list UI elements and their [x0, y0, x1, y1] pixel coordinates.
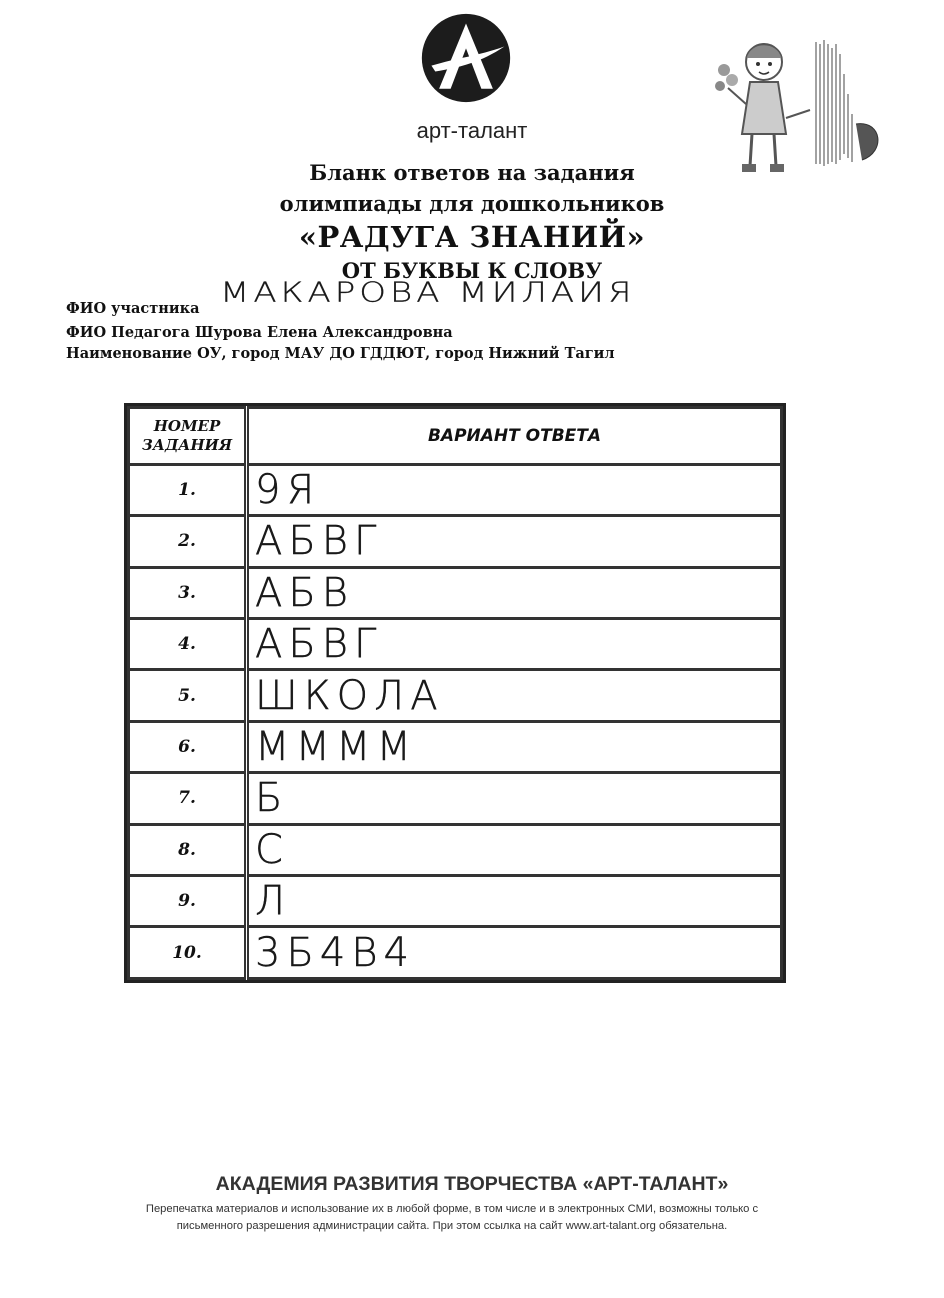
form-title-line2: олимпиады для дошкольников	[279, 191, 665, 216]
table-row	[129, 876, 782, 927]
task-number: 7.	[129, 773, 247, 824]
table-row	[129, 824, 782, 875]
answer-cell: АБВ	[247, 567, 782, 618]
column-header-number	[129, 408, 247, 465]
participant-name-handwritten: МАКАРОВА МИЛАИЯ	[220, 276, 636, 309]
copyright-notice	[0, 1201, 904, 1235]
task-number: 1.	[129, 464, 247, 515]
table-row	[129, 721, 782, 772]
column-header-number-line2: ЗАДАНИЯ	[141, 435, 233, 454]
olympiad-name: «РАДУГА ЗНАНИЙ»	[298, 220, 646, 254]
table-row	[129, 927, 782, 979]
answer-cell: 3Б4В4	[247, 927, 782, 979]
task-number: 3.	[129, 567, 247, 618]
copyright-notice-line2: письменного разрешения администрации сайта. При этом ссылка на сайт www.art-talant.org обязательна.	[176, 1220, 728, 1232]
table-header-row	[129, 408, 782, 465]
olympiad-subtitle: ОТ БУКВЫ К СЛОВУ	[341, 258, 603, 283]
answer-cell: ШКОЛА	[247, 670, 782, 721]
answer-cell: С	[247, 824, 782, 875]
task-number: 6.	[129, 721, 247, 772]
table-row	[129, 464, 782, 515]
table-row	[129, 670, 782, 721]
task-number: 10.	[129, 927, 247, 979]
logo-caption: арт-талант	[416, 118, 528, 143]
table-row	[129, 516, 782, 567]
table-row	[129, 773, 782, 824]
task-number: 5.	[129, 670, 247, 721]
participant-label: ФИО участника	[66, 300, 200, 317]
academy-footer: АКАДЕМИЯ РАЗВИТИЯ ТВОРЧЕСТВА «АРТ-ТАЛАНТ»	[215, 1173, 729, 1195]
table-row	[129, 567, 782, 618]
answer-cell: ММММ	[247, 721, 782, 772]
answer-cell: АБВГ	[247, 516, 782, 567]
art-talant-logo-icon	[418, 10, 514, 106]
copyright-notice-line1: Перепечатка материалов и использование их в любой форме, в том числе и в электронных СМИ, возможны только с	[145, 1203, 759, 1215]
table-row	[129, 619, 782, 670]
column-header-number-line1: НОМЕР	[153, 416, 221, 435]
task-number: 2.	[129, 516, 247, 567]
answer-cell: 9Я	[247, 464, 782, 515]
column-header-answer: ВАРИАНТ ОТВЕТА	[247, 408, 782, 465]
teacher-line: ФИО Педагога Шурова Елена Александровна	[66, 324, 453, 341]
answer-table	[124, 403, 786, 983]
answer-cell: АБВГ	[247, 619, 782, 670]
answer-cell: Б	[247, 773, 782, 824]
task-number: 4.	[129, 619, 247, 670]
form-title-line1: Бланк ответов на задания	[309, 160, 635, 185]
task-number: 9.	[129, 876, 247, 927]
answer-cell: Л	[247, 876, 782, 927]
school-line: Наименование ОУ, город МАУ ДО ГДДЮТ, город Нижний Тагил	[66, 345, 615, 362]
task-number: 8.	[129, 824, 247, 875]
